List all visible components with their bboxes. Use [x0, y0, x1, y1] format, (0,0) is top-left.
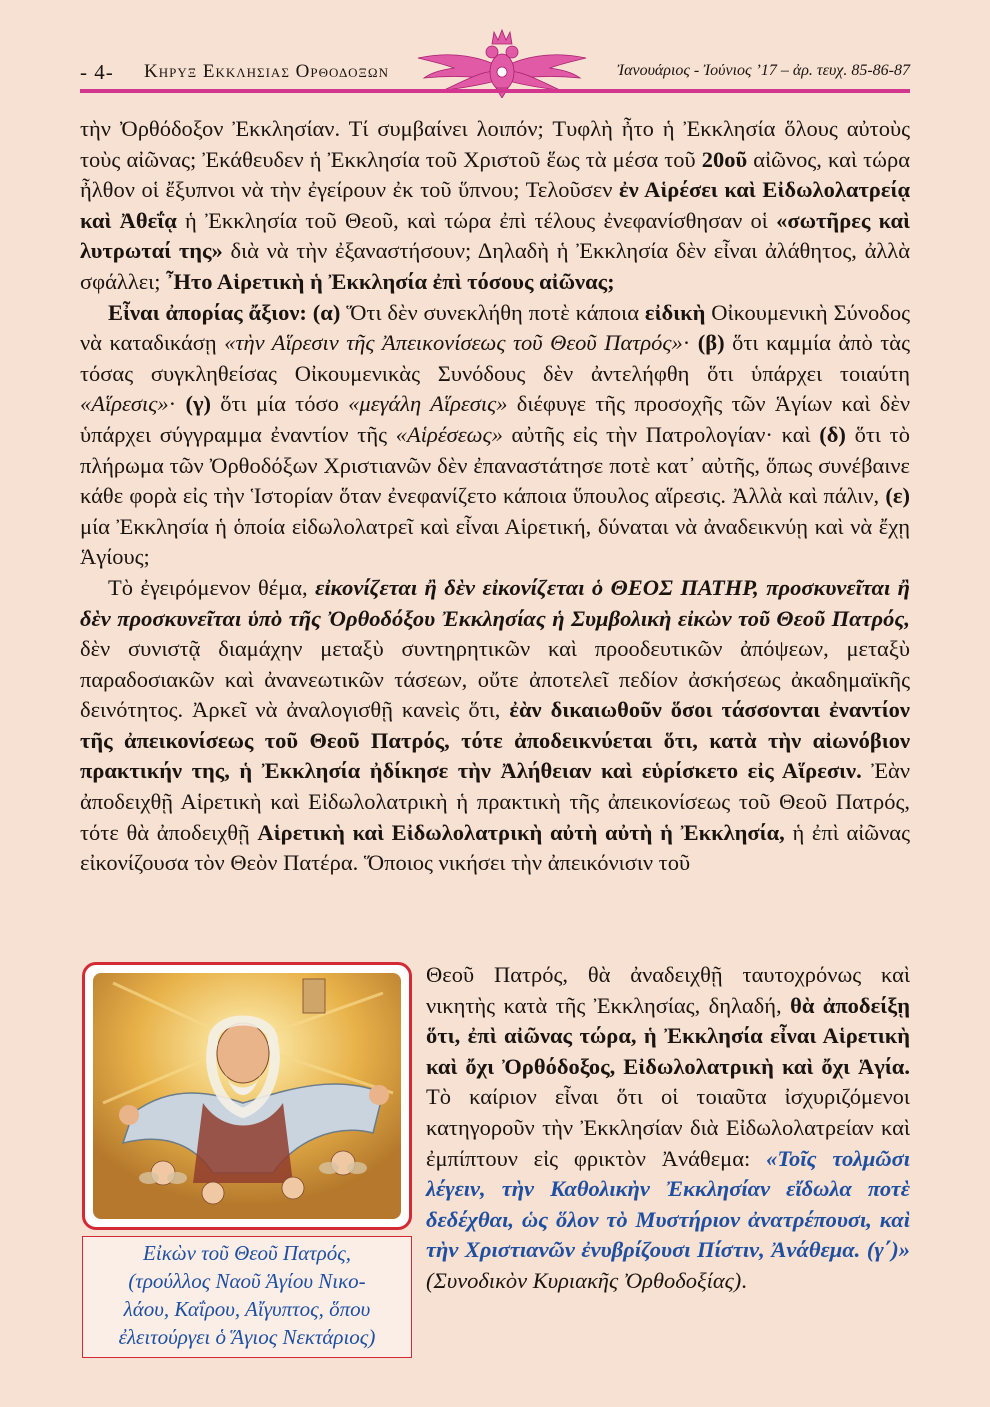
anathema-quote: «Τοῖς τολμῶσι λέγειν, τὴν Καθολικὴν Ἐκκλησίαν εἴδωλα ποτὲ δεδέχθαι, ὡς ὅλον τὸ Μυστήριον ἀνατρέπουσι, καὶ τὴν Χριστιανῶν ἐνυβρίζουσι Πίστιν, Ἀνάθεμα. (γ΄)» — [426, 1145, 910, 1263]
publication-title: Κηρυξ Εκκλησιας Ορθοδοξων — [144, 61, 389, 82]
caption-line-3: λάου, Καΐρου, Αἴγυπτος, ὅπου — [123, 1297, 371, 1321]
article-body — [80, 114, 910, 879]
paragraph-1: τὴν Ὀρθόδοξον Ἐκκλησίαν. Τί συμβαίνει λοιπόν; Τυφλὴ ἦτο ἡ Ἐκκλησία ὅλους αὐτοὺς τοὺς αἰῶνας; Ἐκάθευδεν ἡ Ἐκκλησία τοῦ Χριστοῦ ἕως τὰ μέσα τοῦ 20οῦ αἰῶνος, καὶ τώρα ἦλθον οἱ ἔξυπνοι νὰ τὴν ἐγείρουν ἐκ τοῦ ὕπνου; Τελοῦσεν ἐν Αἱρέσει καὶ Εἰδωλολατρείᾳ καὶ Ἀθεΐᾳ ἡ Ἐκκλησία τοῦ Θεοῦ, καὶ τώρα ἐπὶ τέλους ἐνεφανίσθησαν οἱ «σωτῆρες καὶ λυτρωταί της» διὰ νὰ τὴν ἐξαναστήσουν; Δηλαδὴ ἡ Ἐκκλησία δὲν εἶναι ἀλάθητος, ἀλλὰ σφάλλει; Ἦτο Αἱρετικὴ ἡ Ἐκκλησία ἐπὶ τόσους αἰῶνας; — [80, 116, 910, 294]
paragraph-3: Τὸ ἐγειρόμενον θέμα, εἰκονίζεται ἢ δὲν εἰκονίζεται ὁ ΘΕΟΣ ΠΑΤΗΡ, προσκυνεῖται ἢ δὲν προσκυνεῖται ὑπὸ τῆς Ὀρθοδόξου Ἐκκλησίας ἡ Συμβολικὴ εἰκὼν τοῦ Θεοῦ Πατρός, δὲν συνιστᾷ διαμάχην μεταξὺ συντηρητικῶν καὶ προοδευτικῶν ἀπόψεων, μεταξὺ παραδοσιακῶν καὶ ἀνανεωτικῶν τάσεων, οὔτε ἀποτελεῖ πεδίον ἀσκήσεως ἀκαδημαϊκῆς δεινότητος. Ἀρκεῖ νὰ ἀναλογισθῇ κανεὶς ὅτι, ἐὰν δικαιωθοῦν ὅσοι τάσσονται ἐναντίον τῆς ἀπεικονίσεως τοῦ Θεοῦ Πατρός, τότε ἀποδεικνύεται ὅτι, κατὰ τὴν αἰωνόβιον πρακτικήν της, ἡ Ἐκκλησία ἠδίκησε τὴν Ἀλήθειαν καὶ εὑρίσκετο εἰς Αἵρεσιν. Ἐὰν ἀποδειχθῇ Αἱρετικὴ καὶ Εἰδωλολατρικὴ ἡ πρακτικὴ τῆς ἀπεικονίσεως τοῦ Θεοῦ Πατρός, τότε θὰ ἀποδειχθῇ Αἱρετικὴ καὶ Εἰδωλολατρικὴ αὐτὴ αὐτὴ ἡ Ἐκκλησία, ἡ ἐπὶ αἰῶνας εἰκονίζουσα τὸν Θεὸν Πατέρα. Ὅποιος νικήσει τὴν ἀπεικόνισιν τοῦ — [80, 574, 911, 876]
double-headed-eagle-emblem — [414, 28, 590, 98]
image-caption — [82, 1236, 412, 1358]
page-number: - 4- — [80, 60, 114, 84]
paragraph-2: Εἶναι ἀπορίας ἄξιον: (α) Ὅτι δὲν συνεκλήθη ποτὲ κάποια εἰδικὴ Οἰκουμενικὴ Σύνοδος νὰ καταδικάσῃ «τὴν Αἵρεσιν τῆς Ἀπεικονίσεως τοῦ Θεοῦ Πατρός»· (β) ὅτι καμμία ἀπὸ τὰς τόσας συγκληθείσας Οἰκουμενικὰς Συνόδους δὲν ἀντελήφθη ὅτι ὑπάρχει τοιαύτη «Αἵρεσις»· (γ) ὅτι μία τόσο «μεγάλη Αἵρεσις» διέφυγε τῆς προσοχῆς τῶν Ἁγίων καὶ δὲν ὑπάρχει σύγγραμμα ἐναντίον τῆς «Αἱρέσεως» αὐτῆς εἰς τὴν Πατρολογίαν· καὶ (δ) ὅτι τὸ πλήρωμα τῶν Ὀρθοδόξων Χριστιανῶν δὲν ἐπαναστάτησε ποτὲ κατ᾽ αὐτῆς, ὅπως συνέβαινε κάθε φορὰ εἰς τὴν Ἱστορίαν ὅταν ἐνεφανίζετο κάποια ὕπουλος αἵρεσις. Ἀλλὰ καὶ πάλιν, (ε) μία Ἐκκλησία ἡ ὁποία εἰδωλολατρεῖ καὶ εἶναι Αἱρετική, δύναται νὰ ἀναδεικνύῃ καὶ νὰ ἔχῃ Ἁγίους; — [80, 299, 910, 570]
icon-of-god-the-father-image — [93, 973, 401, 1219]
caption-line-2: (τρούλλος Ναοῦ Ἁγίου Νικο- — [128, 1269, 366, 1293]
paragraph-3-continued: Θεοῦ Πατρός, θὰ ἀναδειχθῇ ταυτοχρόνως καὶ νικητὴς κατὰ τῆς Ἐκκλησίας, δηλαδή, θὰ ἀποδείξῃ ὅτι, ἐπὶ αἰῶνας τώρα, ἡ Ἐκκλησία εἶναι Αἱρετικὴ καὶ ὄχι Ὀρθόδοξος, Εἰδωλολατρικὴ καὶ ὄχι Ἁγία. Τὸ καίριον εἶναι ὅτι οἱ τοιαῦτα ἰσχυριζόμενοι κατηγοροῦν τὴν Ἐκκλησίαν διὰ Εἰδωλολατρείαν καὶ ἐμπίπτουν εἰς φρικτὸν Ἀνάθεμα: «Τοῖς τολμῶσι λέγειν, τὴν Καθολικὴν Ἐκκλησίαν εἴδωλα ποτὲ δεδέχθαι, ὡς ὅλον τὸ Μυστήριον ἀνατρέπουσι, καὶ τὴν Χριστιανῶν ἐνυβρίζουσι Πίστιν, Ἀνάθεμα. (γ΄)» (Συνοδικὸν Κυριακῆς Ὀρθοδοξίας). — [426, 962, 911, 1293]
icon-image-frame — [82, 962, 412, 1230]
issue-info: Ἰανουάριος - Ἰούνιος ’17 – ἀρ. τευχ. 85-86-87 — [617, 62, 910, 79]
caption-line-4: ἐλειτούργει ὁ Ἅγιος Νεκτάριος) — [118, 1325, 376, 1349]
header-rule — [80, 89, 910, 93]
caption-line-1: Εἰκὼν τοῦ Θεοῦ Πατρός, — [143, 1241, 351, 1265]
